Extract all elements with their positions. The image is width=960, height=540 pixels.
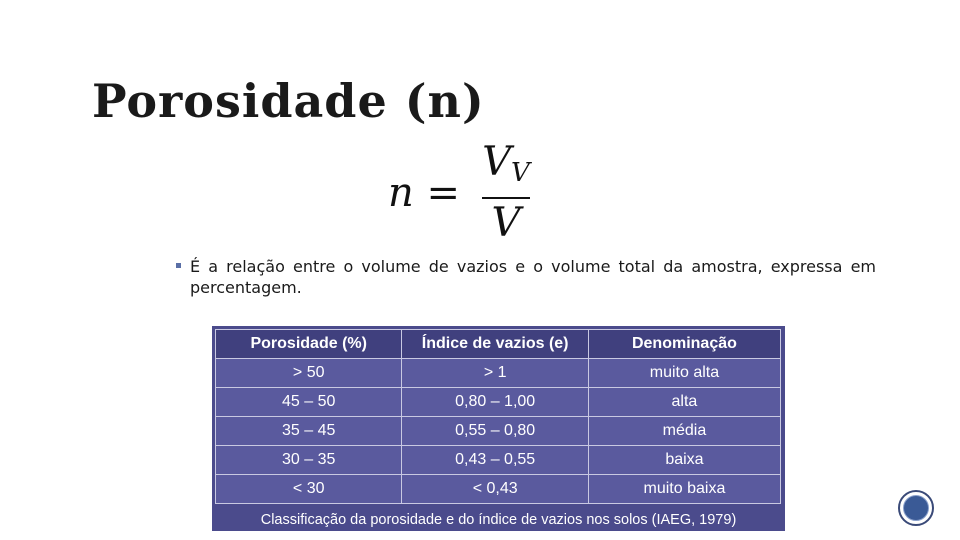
table-caption: Classificação da porosidade e do índice de vazios nos solos (IAEG, 1979): [260, 512, 737, 528]
table-row: [216, 359, 781, 388]
bullet-text: É a relação entre o volume de vazios e o volume total da amostra, expressa em percentagem.: [190, 257, 876, 297]
table-cell: alta: [588, 388, 780, 417]
table-cell: > 1: [402, 359, 588, 388]
slide-nav-icon[interactable]: [898, 490, 934, 526]
table-row: [216, 446, 781, 475]
table-cell: muito alta: [588, 359, 780, 388]
table-cell: > 50: [216, 359, 402, 388]
table-row: [216, 417, 781, 446]
porosity-formula: [388, 140, 530, 245]
formula-numerator: $V_V$: [482, 139, 530, 188]
header-porosidade: Porosidade (%): [216, 330, 402, 359]
header-indice-vazios: Índice de vazios (e): [402, 330, 588, 359]
formula-numerator-subscript: V: [511, 158, 530, 188]
table-cell: média: [588, 417, 780, 446]
bullet-item: [176, 256, 876, 298]
formula-lhs: n =: [388, 169, 460, 216]
table-cell: 35 – 45: [216, 417, 402, 446]
table-cell: < 0,43: [402, 475, 588, 504]
table-cell: 0,80 – 1,00: [402, 388, 588, 417]
table-cell: 30 – 35: [216, 446, 402, 475]
slide-title: Porosidade (n): [92, 74, 485, 128]
table-row: [216, 388, 781, 417]
bullet-marker-icon: [176, 263, 181, 268]
table-cell: 0,55 – 0,80: [402, 417, 588, 446]
table-cell: 0,43 – 0,55: [402, 446, 588, 475]
table-cell: < 30: [216, 475, 402, 504]
table-row: [216, 475, 781, 504]
classification-table-figure: [212, 326, 785, 531]
table-cell: 45 – 50: [216, 388, 402, 417]
fraction-bar: [482, 197, 530, 199]
table-header-row: [216, 330, 781, 359]
table-cell: baixa: [588, 446, 780, 475]
slide-nav-icon-inner: [903, 495, 929, 521]
classification-table: [215, 329, 781, 504]
header-denominacao: Denominação: [588, 330, 780, 359]
formula-fraction: [482, 140, 530, 245]
table-cell: muito baixa: [588, 475, 780, 504]
formula-denominator: V: [491, 200, 521, 246]
